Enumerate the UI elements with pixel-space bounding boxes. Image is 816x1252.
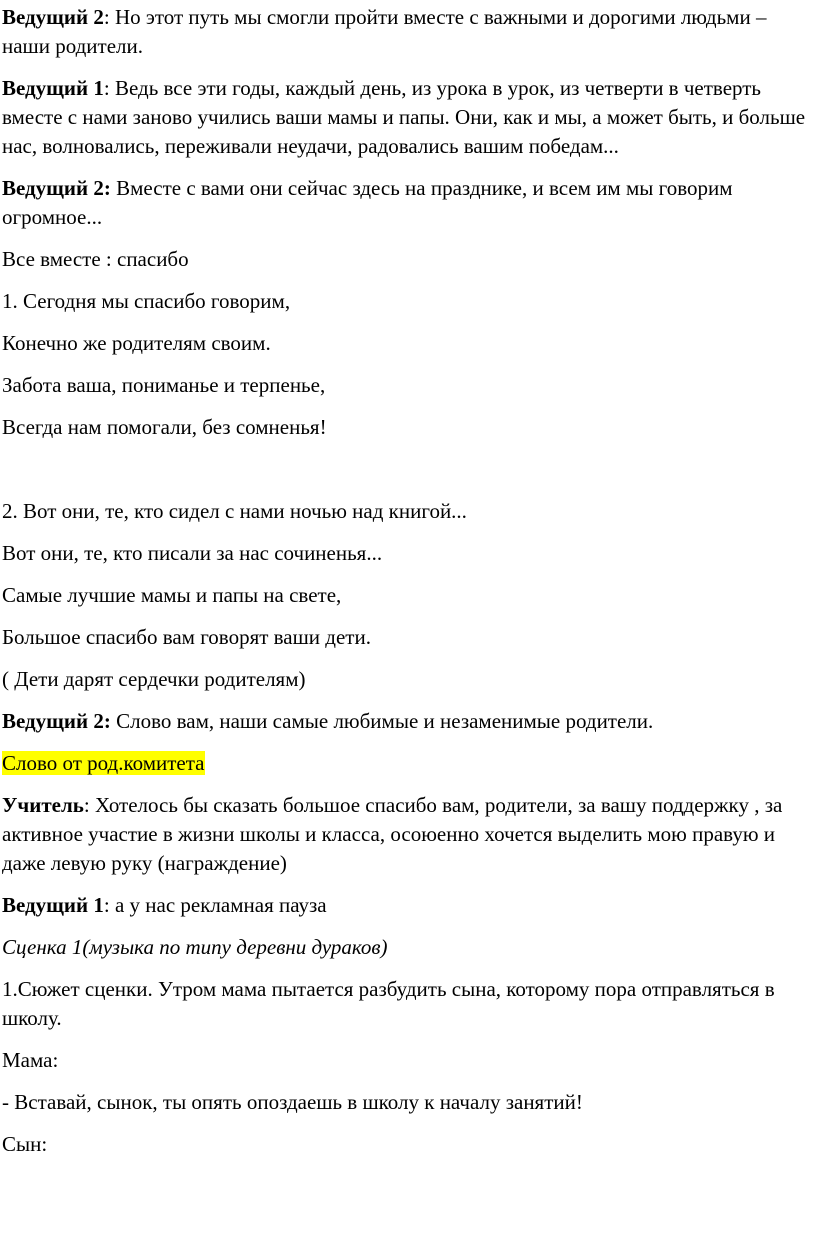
- poem-line: Вот они, те, кто писали за нас сочиненья...: [2, 541, 383, 565]
- poem-line: Всегда нам помогали, без сомненья!: [2, 415, 327, 439]
- dialogue-line: - Вставай, сынок, ты опять опоздаешь в школу к началу занятий!: [2, 1090, 583, 1114]
- paragraph-text: а у нас рекламная пауза: [109, 893, 327, 917]
- speaker-separator: :: [103, 5, 110, 29]
- speaker-separator: :: [83, 793, 90, 817]
- highlighted-text: Слово от род.комитета: [2, 751, 205, 775]
- poem-line: 2. Вот они, те, кто сидел с нами ночью над книгой...: [2, 499, 467, 523]
- paragraph-host2-intro: [2, 3, 808, 61]
- speaker-separator: :: [103, 76, 110, 100]
- poem-line: Самые лучшие мамы и папы на свете,: [2, 583, 342, 607]
- speaker-label: Ведущий 1: [2, 893, 104, 917]
- poem-line: Большое спасибо вам говорят ваши дети.: [2, 625, 371, 649]
- paragraph-host1-years: [2, 74, 808, 161]
- speaker-label: Ведущий 2:: [2, 709, 111, 733]
- scene-plot: 1.Сюжет сценки. Утром мама пытается разбудить сына, которому пора отправляться в школу.: [2, 977, 775, 1030]
- paragraph-text: Хотелось бы сказать большое спасибо вам, родители, за вашу поддержку , за активное участие в жизни школы и класса, осоюенно хочется выделить мою правую и даже левую руку (награждение): [2, 793, 783, 875]
- paragraph-host1-ad: [2, 891, 808, 920]
- scene-title: Сценка 1(музыка по типу деревни дураков): [2, 935, 388, 959]
- poem-line: Конечно же родителям своим.: [2, 331, 271, 355]
- paragraph-host2-holiday: [2, 174, 808, 232]
- paragraph-all-together: Все вместе : спасибо: [2, 247, 189, 271]
- stage-direction: ( Дети дарят сердечки родителям): [2, 667, 306, 691]
- role-label: Сын:: [2, 1132, 48, 1156]
- speaker-label: Ведущий 1: [2, 76, 104, 100]
- empty-line: [2, 455, 808, 497]
- paragraph-text: Вместе с вами они сейчас здесь на празднике, и всем им мы говорим огромное...: [2, 176, 733, 229]
- paragraph-text: Ведь все эти годы, каждый день, из урока в урок, из четверти в четверть вместе с нами заново учились ваши мамы и папы. Они, как и мы, а может быть, и больше нас, волновались, переживали неудачи, радовались вашим победам...: [2, 76, 806, 158]
- paragraph-text: Но этот путь мы смогли пройти вместе с важными и дорогими людьми –наши родители.: [2, 5, 767, 58]
- speaker-label: Ведущий 2:: [2, 176, 111, 200]
- highlighted-paragraph: [2, 749, 808, 778]
- paragraph-teacher: [2, 791, 808, 878]
- paragraph-host2-parents: [2, 707, 808, 736]
- speaker-label: Ведущий 2: [2, 5, 104, 29]
- paragraph-text: Слово вам, наши самые любимые и незаменимые родители.: [110, 709, 654, 733]
- speaker-separator: :: [103, 893, 110, 917]
- speaker-label: Учитель: [2, 793, 84, 817]
- poem-line: 1. Сегодня мы спасибо говорим,: [2, 289, 291, 313]
- poem-line: Забота ваша, пониманье и терпенье,: [2, 373, 326, 397]
- role-label: Мама:: [2, 1048, 59, 1072]
